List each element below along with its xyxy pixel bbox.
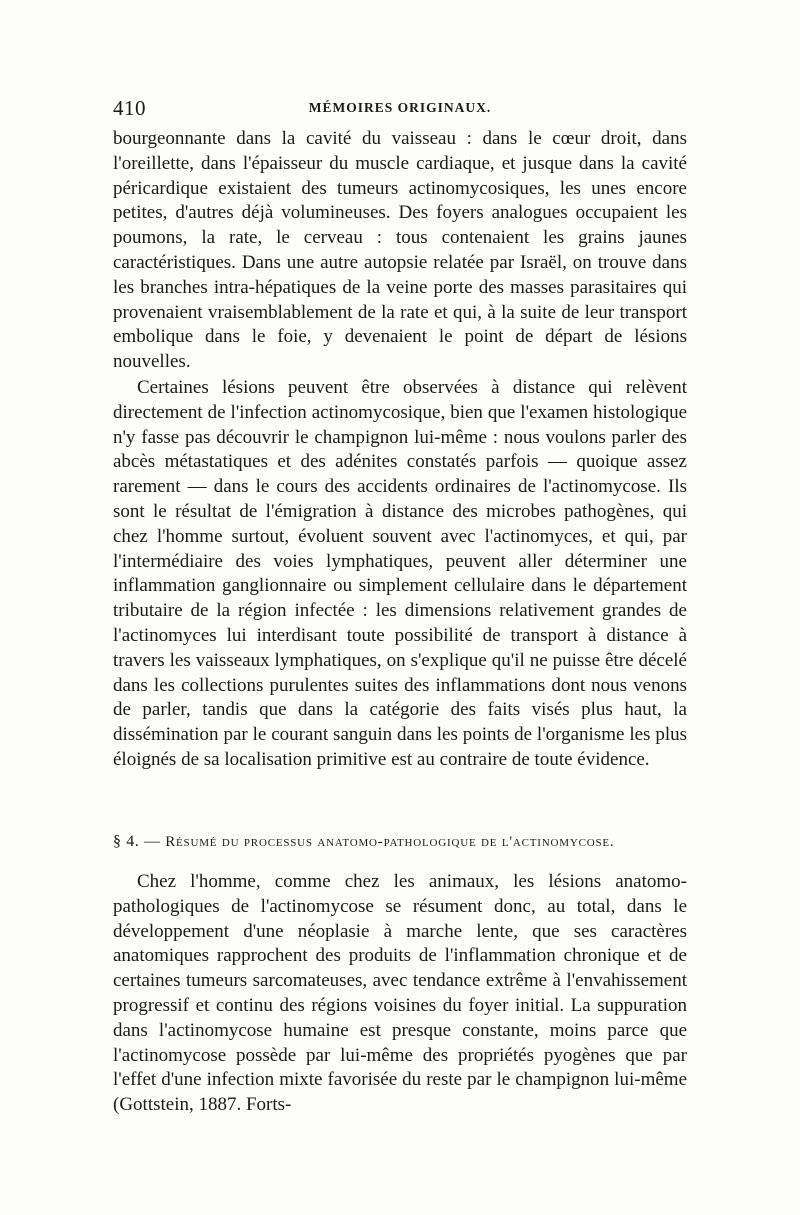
page-number: 410 bbox=[113, 96, 146, 120]
running-head: MÉMOIRES ORIGINAUX. bbox=[308, 100, 492, 115]
paragraph-third bbox=[113, 870, 687, 1118]
section-heading bbox=[113, 833, 687, 851]
section-number: § 4. — bbox=[113, 833, 161, 850]
paragraph-text: Certaines lésions peuvent être observées à distance qui relèvent directement de l'infection actinomycosique, bien que l'examen histologique n'y fasse pas découvrir le champignon lui-même : nous voulons parler des abcès métastatiques et des adénites constatés parfois — quoique assez rarement — dans le cours des accidents ordinaires de l'actinomycose. Ils sont le résultat de l'émigration à distance des microbes pathogènes, qui chez l'homme surtout, évoluent souvent avec l'actinomyces, et qui, par l'intermédiaire des voies lymphatiques, peuvent aller déterminer une inflammation ganglionnaire ou simplement cellulaire dans le département tributaire de la région infectée : les dimensions relativement grandes de l'actinomyces lui interdisant toute possibilité de transport à distance à travers les vaisseaux lymphatiques, on s'explique qu'il ne puisse être décelé dans les collections purulentes suites des inflammations dont nous venons de parler, tandis que dans la catégorie des faits visés plus haut, la dissémination par le courant sanguin dans les points de l'organisme les plus éloignés de sa localisation primitive est au contraire de toute évidence. bbox=[113, 377, 687, 770]
paragraph-text: Chez l'homme, comme chez les animaux, les lésions anatomo-pathologiques de l'actinomycose se résument donc, au total, dans le développement d'une néoplasie à marche lente, que ses caractères anatomiques rapprochent des produits de l'inflammation chronique et de certaines tumeurs sarcomateuses, avec tendance extrême à l'envahissement progressif et continu des régions voisines du foyer initial. La suppuration dans l'actinomycose humaine est presque constante, moins parce que l'actinomycose possède par lui-même des propriétés pyogènes que par l'effet d'une infection mixte favorisée du reste par le champignon lui-même (Gottstein, 1887. Forts- bbox=[113, 871, 687, 1116]
paragraph-continuation bbox=[113, 127, 687, 375]
paragraph-second bbox=[113, 376, 687, 773]
section-title: Résumé du processus anatomo-pathologique de l'actinomycose. bbox=[165, 834, 615, 850]
page-header bbox=[113, 96, 687, 122]
paragraph-text: bourgeonnante dans la cavité du vaisseau : dans le cœur droit, dans l'oreillette, dans l'épaisseur du muscle cardiaque, et jusque dans la cavité péricardique existaient des tumeurs actinomycosiques, les unes encore petites, d'autres déjà volumineuses. Des foyers analogues occupaient les poumons, la rate, le cerveau : tous contenaient les grains jaunes caractéristiques. Dans une autre autopsie relatée par Israël, on trouve dans les branches intra-hépatiques de la veine porte des masses parasitaires qui provenaient vraisemblablement de la rate et qui, à la suite de leur transport embolique dans le foie, y devenaient le point de départ de lésions nouvelles. bbox=[113, 128, 687, 373]
